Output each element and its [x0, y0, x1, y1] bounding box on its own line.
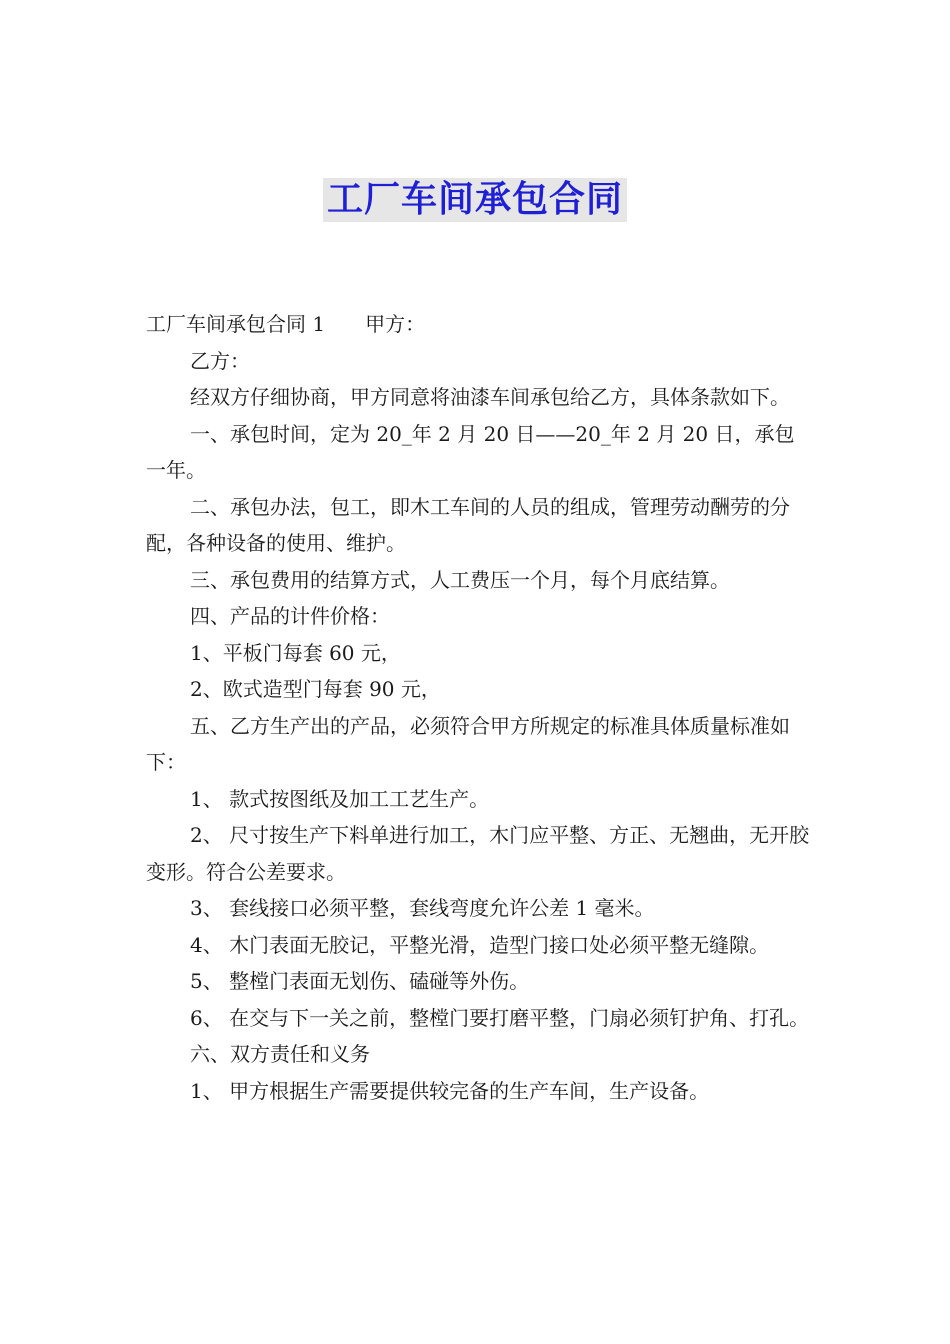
party-a-label: 甲方：: [365, 312, 426, 336]
paragraph: 乙方：: [190, 348, 250, 373]
paragraph: 2、欧式造型门每套 90 元，: [190, 677, 441, 701]
paragraph: 五、乙方生产出的产品，必须符合甲方所规定的标准具体质量标准如下：: [146, 713, 790, 774]
contract-heading: 工厂车间承包合同 1: [146, 312, 326, 336]
document-body: [146, 306, 814, 1109]
paragraph: 二、承包办法，包工，即木工车间的人员的组成，管理劳动酬劳的分配，各种设备的使用、维护。: [146, 494, 790, 555]
heading-line: [146, 306, 814, 343]
paragraph: 3、 套线接口必须平整，套线弯度允许公差 1 毫米。: [190, 896, 655, 920]
paragraph: 六、双方责任和义务: [190, 1042, 370, 1066]
paragraph: 6、 在交与下一关之前，整樘门要打磨平整，门扇必须钉护角、打孔。: [190, 1005, 810, 1030]
paragraph: 一、承包时间，定为 20_年 2 月 20 日——20_年 2 月 20 日，承包一年。: [146, 421, 795, 482]
paragraph: 5、 整樘门表面无划伤、磕碰等外伤。: [190, 969, 530, 993]
paragraph: 1、 甲方根据生产需要提供较完备的生产车间，生产设备。: [190, 1078, 710, 1103]
paragraph: 1、 款式按图纸及加工工艺生产。: [190, 786, 490, 811]
title-container: [0, 178, 950, 222]
paragraph: 1、平板门每套 60 元，: [190, 640, 401, 665]
document-title: 工厂车间承包合同: [323, 178, 627, 222]
paragraph: 四、产品的计件价格：: [190, 604, 390, 628]
paragraph: 经双方仔细协商，甲方同意将油漆车间承包给乙方，具体条款如下。: [190, 385, 790, 409]
paragraph: 4、 木门表面无胶记，平整光滑，造型门接口处必须平整无缝隙。: [190, 932, 770, 957]
paragraph: 2、 尺寸按生产下料单进行加工，木门应平整、方正、无翘曲，无开胶变形。符合公差要求。: [146, 823, 810, 884]
paragraph: 三、承包费用的结算方式，人工费压一个月，每个月底结算。: [190, 567, 730, 592]
